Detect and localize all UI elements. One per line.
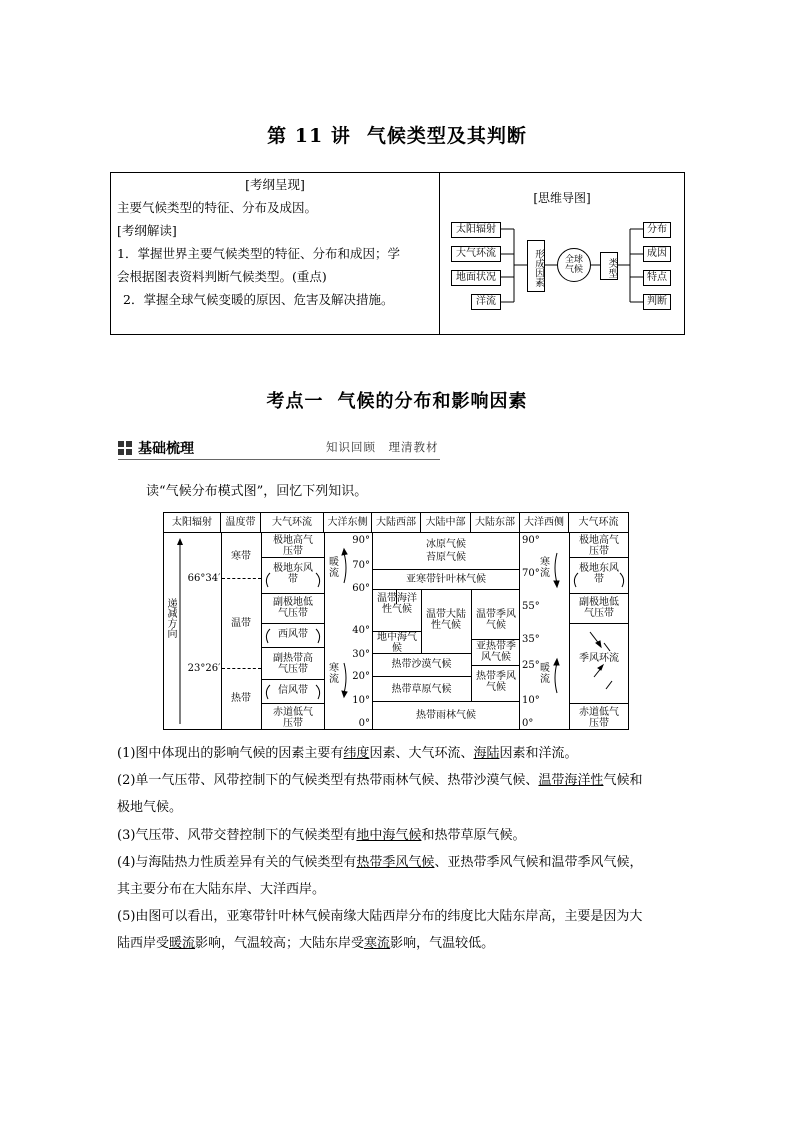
- zone-label: 温带: [231, 618, 251, 629]
- arctic-circle-label: 66°34′: [187, 573, 221, 584]
- review-label: 基础梳理: [138, 441, 194, 457]
- mindmap-title: [思维导图]: [533, 191, 591, 205]
- lat-tick: 35°: [522, 634, 540, 645]
- question-3: [117, 823, 687, 849]
- question-text: 影响，气温较低。: [390, 936, 495, 951]
- syllabus-heading: [考纲呈现]: [245, 177, 305, 192]
- interpretation-heading: [考纲解读]: [117, 223, 177, 238]
- lat-tick: 30°: [352, 649, 370, 660]
- mindmap-factor: 地面状况: [451, 270, 501, 286]
- question-4: [117, 850, 687, 876]
- lat-tick: 10°: [522, 695, 540, 706]
- lat-tick: 90°: [352, 535, 370, 546]
- climate-divider: [372, 589, 520, 590]
- question-text: (5)由图可以看出，亚寒带针叶林气候南缘大陆西岸分布的纬度比大陆东岸高，主要是因为大: [117, 909, 643, 924]
- question-1: [117, 741, 687, 767]
- answer-blank: 纬度: [343, 746, 370, 761]
- lat-tick: 10°: [352, 695, 370, 706]
- grid-square-icon: [118, 441, 132, 455]
- section-title: 气候的分布和影响因素: [337, 391, 528, 412]
- lat-tick: 70°: [352, 560, 370, 571]
- answer-blank: 热带季风气候: [356, 855, 435, 870]
- current-arrows-right: [551, 543, 563, 713]
- lat-tick: 55°: [522, 601, 540, 612]
- arctic-circle-dash: [222, 578, 261, 579]
- section-heading: [0, 387, 794, 413]
- climate-divider: [471, 589, 472, 701]
- question-5: [117, 904, 687, 930]
- climate-label: 热带雨林气候: [416, 710, 476, 721]
- wind-belt: 极地东风带: [579, 563, 619, 585]
- lat-tick: 40°: [352, 625, 370, 636]
- question-text: 其主要分布在大陆东岸、大洋西岸。: [117, 882, 326, 897]
- question-text: 因素、大气环流、: [369, 746, 474, 761]
- belt-divider: [261, 703, 324, 704]
- question-text: (2)单一气压带、风带控制下的气候类型有热带雨林气候、热带沙漠气候、: [117, 773, 539, 788]
- header-cell: 大陆中部: [421, 513, 471, 532]
- lecture-number: 第 11 讲: [267, 125, 351, 147]
- pressure-belt: 极地高气压带: [579, 535, 619, 557]
- wind-belt: 极地东风带: [273, 563, 313, 585]
- tropic-dash: [222, 668, 261, 669]
- climate-divider: [471, 639, 520, 640]
- mindmap-aspect: 特点: [643, 270, 671, 286]
- pressure-belt: 极地高气压带: [273, 535, 313, 557]
- review-underline: [118, 459, 440, 460]
- header-cell: 大气环流: [578, 517, 619, 528]
- climate-label: 苔原气候: [426, 552, 466, 563]
- mindmap-types: 类型: [600, 252, 618, 280]
- mindmap-factor: 大气环流: [451, 246, 501, 262]
- question-4-cont: [117, 877, 687, 903]
- climate-divider: [372, 569, 520, 570]
- climate-label: 热带草原气候: [391, 684, 452, 695]
- climate-label: 温带海洋性气候: [377, 593, 417, 615]
- current-arrows-left: [340, 543, 352, 713]
- question-2: [117, 768, 687, 794]
- lat-tick: 60°: [352, 583, 370, 594]
- review-bar: [118, 438, 440, 460]
- mindmap-formation-factors: 形成因素: [527, 240, 545, 292]
- header-cell: 大气环流: [261, 513, 324, 532]
- question-text: 影响，气温较高；大陆东岸受: [195, 936, 365, 951]
- answer-blank: 暖流: [169, 936, 196, 951]
- lecture-title: 气候类型及其判断: [366, 125, 527, 147]
- tropic-label: 23°26′: [187, 663, 221, 674]
- lat-tick: 25°: [522, 660, 540, 671]
- climate-label: 冰原气候: [426, 539, 466, 550]
- question-5-cont: [117, 931, 687, 957]
- pressure-belt: 副热带高气压带: [273, 653, 313, 675]
- interpretation-line: 会根据图表资料判断气候类型。(重点): [117, 269, 327, 284]
- climate-divider: [372, 701, 520, 702]
- zone-label: 热带: [231, 693, 251, 704]
- wind-belt: 西风带: [278, 629, 308, 640]
- lat-tick: 20°: [352, 671, 370, 682]
- syllabus-table: [110, 172, 685, 335]
- question-text: (3)气压带、风带交替控制下的气候类型有: [117, 828, 357, 843]
- warm-current-label: 暖流: [329, 557, 339, 579]
- lat-tick: 90°: [522, 535, 540, 546]
- question-text: 因素和洋流。: [499, 746, 578, 761]
- climate-label: 热带季风气候: [476, 671, 516, 693]
- wind-arrows-right: [570, 557, 628, 703]
- mindmap-factor: 太阳辐射: [451, 222, 501, 238]
- page-title: [0, 121, 794, 148]
- radiation-direction-label: 递减方向: [165, 598, 176, 638]
- question-text: 极地气候。: [117, 800, 183, 815]
- question-2-cont: [117, 795, 687, 821]
- lat-tick: 0°: [358, 718, 370, 729]
- belt-divider: [569, 703, 628, 704]
- lat-tick: 0°: [522, 718, 534, 729]
- header-cell: 大陆东部: [471, 513, 520, 532]
- mindmap-aspect: 判断: [643, 294, 671, 310]
- pressure-belt: 副极地低气压带: [273, 597, 313, 619]
- pressure-belt: 赤道低气压带: [579, 707, 619, 729]
- wind-belt: 信风带: [278, 685, 308, 696]
- question-text: 、亚热带季风气候和温带季风气候，: [434, 855, 643, 870]
- intro-text: 读“气候分布模式图”，回忆下列知识。: [146, 484, 368, 499]
- review-sublabel: 知识回顾 理清教材: [326, 440, 439, 454]
- header-cell: 温度带: [221, 513, 261, 532]
- mindmap-global-climate: 全球气候: [557, 248, 591, 282]
- syllabus-text-cell: [111, 173, 440, 334]
- climate-label: 亚寒带针叶林气候: [406, 574, 486, 585]
- header-cell: 大陆西部: [372, 513, 421, 532]
- climate-pattern-diagram: [163, 512, 629, 730]
- header-cell: 大洋东侧: [324, 513, 372, 532]
- cold-current-label: 寒流: [329, 663, 339, 685]
- answer-blank: 寒流: [364, 936, 391, 951]
- mindmap-aspect: 成因: [643, 246, 671, 262]
- question-text: 陆西岸受: [117, 936, 170, 951]
- cold-current-label: 寒流: [540, 557, 550, 579]
- mindmap-cell: [440, 173, 684, 334]
- monsoon-circulation: 季风环流: [579, 653, 619, 664]
- answer-blank: 温带海洋性: [538, 773, 604, 788]
- climate-label: 亚热带季风气候: [476, 641, 516, 663]
- header-cell: 大洋西侧: [520, 513, 569, 532]
- syllabus-line: 主要气候类型的特征、分布及成因。: [117, 200, 318, 215]
- pressure-belt: 副极地低气压带: [579, 597, 619, 619]
- climate-label: 温带大陆性气候: [426, 609, 466, 631]
- climate-divider: [372, 676, 471, 677]
- warm-current-label: 暖流: [540, 663, 550, 685]
- interpretation-line: 1．掌握世界主要气候类型的特征、分布和成因；学: [117, 246, 400, 261]
- section-number: 考点一: [266, 391, 324, 412]
- climate-label: 温带季风气候: [476, 609, 516, 631]
- question-text: (1)图中体现出的影响气候的因素主要有: [117, 746, 344, 761]
- climate-label: 热带沙漠气候: [391, 659, 452, 670]
- mindmap-factor: 洋流: [471, 294, 501, 310]
- mindmap-aspect: 分布: [643, 222, 671, 238]
- climate-divider: [421, 589, 422, 653]
- lat-tick: 70°: [522, 568, 540, 579]
- answer-blank: 海陆: [473, 746, 500, 761]
- answer-blank: 地中海气候: [356, 828, 422, 843]
- wind-arrows-left: [262, 557, 324, 703]
- interpretation-line: 2．掌握全球气候变暖的原因、危害及解决措施。: [123, 292, 394, 307]
- header-divider: [164, 532, 628, 533]
- column-line: [324, 532, 325, 729]
- question-text: (4)与海陆热力性质差异有关的气候类型有: [117, 855, 357, 870]
- question-text: 气候和: [603, 773, 643, 788]
- question-text: 和热带草原气候。: [421, 828, 526, 843]
- zone-label: 寒带: [231, 551, 251, 562]
- pressure-belt: 赤道低气压带: [273, 707, 313, 729]
- climate-divider: [471, 665, 520, 666]
- header-cell: 太阳辐射: [164, 513, 221, 532]
- climate-label: 地中海气候: [377, 632, 417, 654]
